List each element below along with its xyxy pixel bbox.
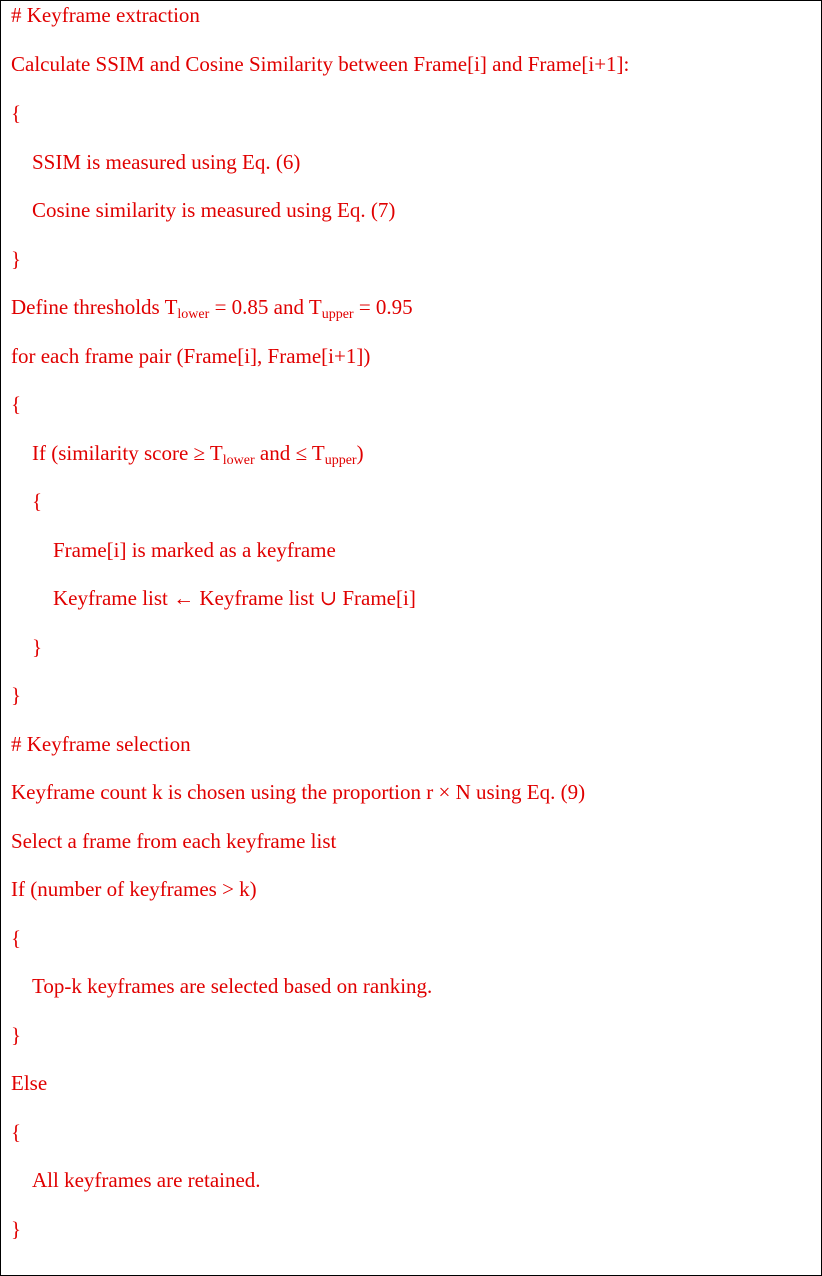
step-top-k: Top-k keyframes are selected based on ranking.	[32, 974, 433, 998]
step-cosine: Cosine similarity is measured using Eq. (7)	[32, 198, 396, 222]
step-update-keyframe-list: Keyframe list ← Keyframe list ∪ Frame[i]	[53, 586, 416, 610]
thresholds-text-c: = 0.95	[353, 295, 413, 319]
if-text-b: and ≤ T	[254, 441, 325, 465]
open-brace: {	[11, 926, 22, 950]
open-brace: {	[11, 101, 22, 125]
step-mark-keyframe: Frame[i] is marked as a keyframe	[53, 538, 336, 562]
step-else: Else	[11, 1071, 48, 1095]
step-if-count: If (number of keyframes > k)	[11, 877, 257, 901]
if-text-c: )	[356, 441, 364, 465]
step-keyframe-count: Keyframe count k is chosen using the proportion r × N using Eq. (9)	[11, 780, 586, 804]
thresholds-text-a: Define thresholds T	[11, 295, 178, 319]
step-select-frame: Select a frame from each keyframe list	[11, 829, 337, 853]
step-for-each-pair: for each frame pair (Frame[i], Frame[i+1])	[11, 344, 371, 368]
close-brace: }	[11, 1217, 22, 1241]
close-brace: }	[11, 1023, 22, 1047]
close-brace: }	[11, 247, 22, 271]
threshold-upper-subscript: upper	[321, 307, 354, 322]
threshold-lower-subscript: lower	[222, 453, 255, 468]
threshold-lower-subscript: lower	[177, 307, 210, 322]
step-calculate-similarity: Calculate SSIM and Cosine Similarity between Frame[i] and Frame[i+1]:	[11, 52, 630, 76]
open-brace: {	[11, 1120, 22, 1144]
threshold-upper-subscript: upper	[324, 453, 357, 468]
thresholds-text-b: = 0.85 and T	[209, 295, 322, 319]
comment-keyframe-extraction: # Keyframe extraction	[11, 3, 200, 27]
step-ssim: SSIM is measured using Eq. (6)	[32, 150, 301, 174]
open-brace: {	[32, 489, 43, 513]
step-define-thresholds	[11, 293, 413, 321]
close-brace: }	[32, 635, 43, 659]
comment-keyframe-selection: # Keyframe selection	[11, 732, 191, 756]
if-text-a: If (similarity score ≥ T	[32, 441, 223, 465]
close-brace: }	[11, 683, 22, 707]
step-if-similarity	[32, 439, 364, 467]
step-retain-all: All keyframes are retained.	[32, 1168, 261, 1192]
open-brace: {	[11, 392, 22, 416]
